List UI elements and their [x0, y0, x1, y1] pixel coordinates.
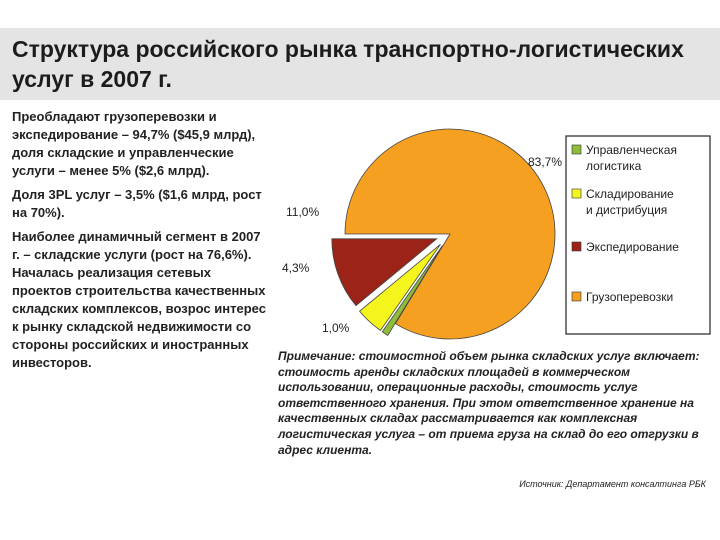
legend-swatch-3	[572, 242, 581, 251]
legend-label-2: Складирование и дистрибуция	[586, 187, 674, 217]
pie-slice-label-4: 83,7%	[528, 155, 563, 169]
legend-swatch-2	[572, 189, 581, 198]
summary-paragraph-2: Доля 3PL услуг – 3,5% ($1,6 млрд, рост на 70%).	[12, 187, 262, 220]
summary-paragraph-3: Наиболее динамичный сегмент в 2007 г. – складские услуги (рост на 76,6%). Началась реализация сетевых проектов строительства качественных складских комплексов, возрос интерес к рынку складской недвижимости со стороны российских и иностранных инвесторов.	[12, 229, 266, 370]
page-title-line-2: услуг в 2007 г.	[12, 66, 172, 92]
pie-slices	[332, 129, 555, 339]
pie-slice-label-1: 1,0%	[322, 321, 350, 335]
legend-label-1: Управленческая логистика	[586, 143, 677, 173]
legend-label-4: Грузоперевозки	[586, 290, 674, 304]
pie-slice-label-2: 4,3%	[282, 261, 310, 275]
legend-label-3: Экспедирование	[586, 240, 679, 254]
summary-paragraph-1: Преобладают грузоперевозки и экспедирование – 94,7% ($45,9 млрд), доля складские и управленческие услуги – менее 5% ($2,6 млрд).	[12, 109, 256, 178]
note-text: Примечание: стоимостной объем рынка складских услуг включает: стоимость аренды складских площадей в коммерческом использовании, операционные расходы, стоимость услуг ответственного хранения. При этом ответственное хранение на качественных складах рассматривается как комплексная логистическая услуга – от приема груза на склад до его отгрузки в адрес клиента.	[278, 349, 700, 457]
chart-legend	[566, 136, 710, 334]
pie-slice-label-3: 11,0%	[286, 205, 320, 219]
legend-swatch-1	[572, 145, 581, 154]
source-caption: Источник: Департамент консалтинга РБК	[519, 479, 706, 489]
legend-swatch-4	[572, 292, 581, 301]
page-title-line-1: Структура российского рынка транспортно-логистических	[12, 36, 684, 62]
